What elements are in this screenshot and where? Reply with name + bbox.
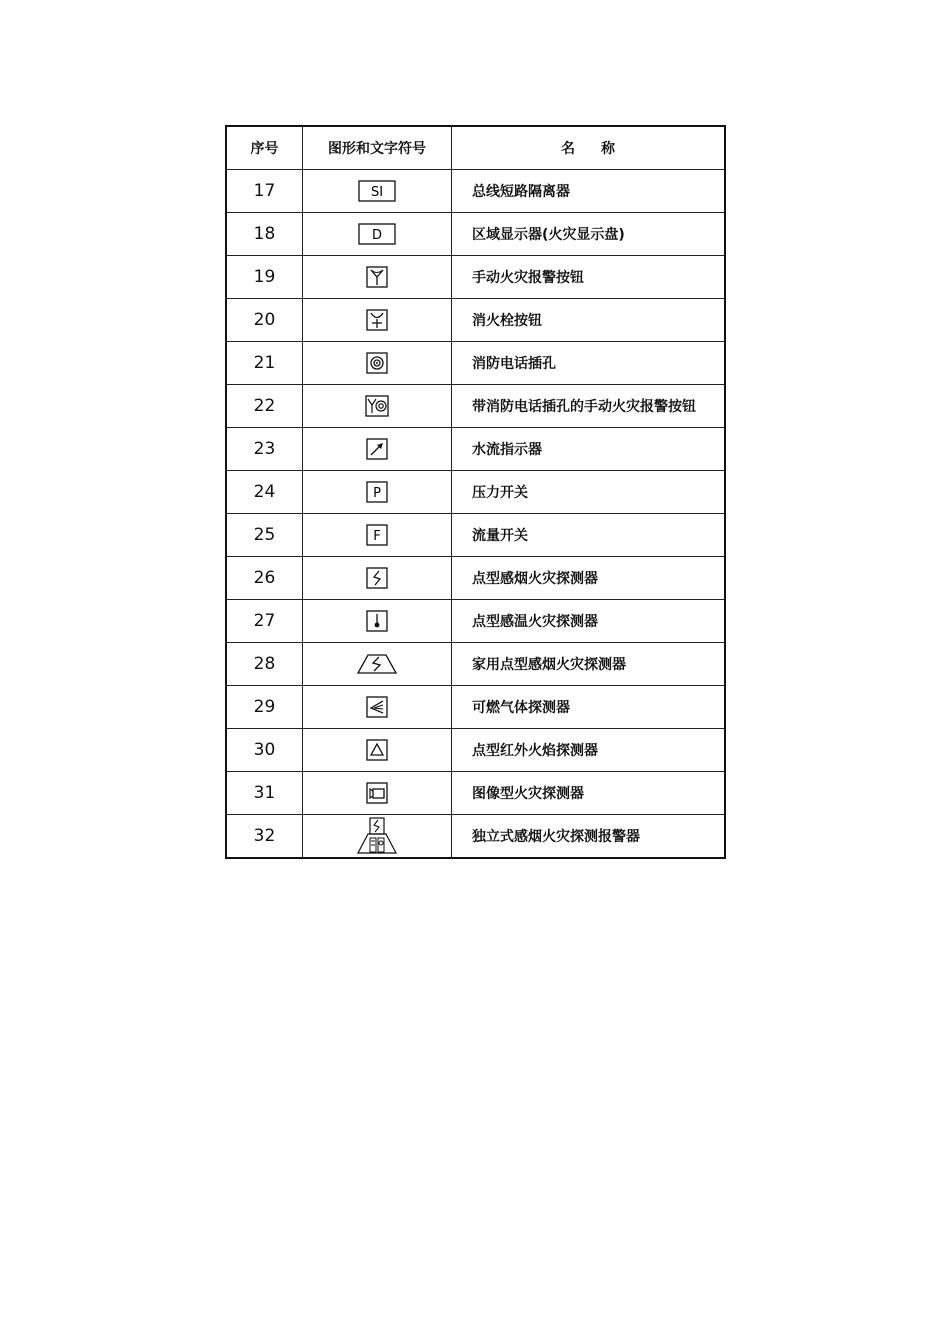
row-name: 带消防电话插孔的手动火灾报警按钮 [452,385,726,428]
row-no: 27 [226,600,303,643]
smoke-detector-icon [366,567,388,589]
p-box-icon [366,481,388,503]
svg-text:P: P [373,486,381,501]
row-name: 图像型火灾探测器 [452,772,726,815]
row-symbol [303,557,452,600]
row-no: 25 [226,514,303,557]
table-row [226,342,725,385]
table-row [226,256,725,299]
standalone-smoke-alarm-icon [356,817,398,855]
header-name [452,126,726,170]
symbol-legend-sheet [225,125,726,859]
header-name-b: 称 [601,141,615,157]
symbol-legend-table [225,125,726,859]
row-symbol [303,686,452,729]
row-name: 独立式感烟火灾探测报警器 [452,815,726,859]
row-name: 可燃气体探测器 [452,686,726,729]
row-symbol [303,342,452,385]
header-symbol: 图形和文字符号 [303,126,452,170]
row-name: 消火栓按钮 [452,299,726,342]
row-no: 30 [226,729,303,772]
row-symbol [303,385,452,428]
row-symbol [303,729,452,772]
heat-detector-icon [366,610,388,632]
row-name: 消防电话插孔 [452,342,726,385]
row-symbol [303,514,452,557]
table-row [226,428,725,471]
phone-jack-icon [366,352,388,374]
row-symbol [303,428,452,471]
row-name: 水流指示器 [452,428,726,471]
row-symbol [303,600,452,643]
row-symbol [303,471,452,514]
svg-text:SI: SI [370,185,384,200]
alarm-button-with-jack-icon [365,395,389,417]
row-no: 28 [226,643,303,686]
table-header-row [226,126,725,170]
row-name: 点型感温火灾探测器 [452,600,726,643]
row-no: 24 [226,471,303,514]
row-name: 点型感烟火灾探测器 [452,557,726,600]
row-symbol [303,256,452,299]
row-no: 20 [226,299,303,342]
row-no: 23 [226,428,303,471]
row-name: 压力开关 [452,471,726,514]
table-row [226,299,725,342]
row-symbol [303,643,452,686]
table-row [226,557,725,600]
table-row [226,686,725,729]
row-no: 26 [226,557,303,600]
manual-alarm-button-icon [366,266,388,288]
row-no: 18 [226,213,303,256]
table-row [226,213,725,256]
header-no: 序号 [226,126,303,170]
table-row [226,643,725,686]
row-no: 29 [226,686,303,729]
table-row [226,471,725,514]
table-row [226,514,725,557]
home-smoke-detector-icon [356,652,398,676]
row-symbol [303,299,452,342]
row-no: 31 [226,772,303,815]
row-symbol [303,815,452,859]
row-symbol [303,170,452,213]
gas-detector-icon [366,696,388,718]
row-name: 流量开关 [452,514,726,557]
image-fire-detector-icon [366,782,388,804]
table-row [226,815,725,859]
row-name: 总线短路隔离器 [452,170,726,213]
row-name: 区域显示器(火灾显示盘) [452,213,726,256]
table-row [226,170,725,213]
row-name: 家用点型感烟火灾探测器 [452,643,726,686]
d-box-icon [358,223,396,245]
svg-text:F: F [373,529,381,544]
svg-text:D: D [371,228,383,243]
row-no: 21 [226,342,303,385]
row-no: 17 [226,170,303,213]
header-name-a: 名 [561,141,575,157]
infrared-flame-detector-icon [366,739,388,761]
f-box-icon [366,524,388,546]
row-no: 22 [226,385,303,428]
water-flow-indicator-icon [366,438,388,460]
row-name: 手动火灾报警按钮 [452,256,726,299]
row-name: 点型红外火焰探测器 [452,729,726,772]
table-row [226,772,725,815]
row-no: 19 [226,256,303,299]
hydrant-button-icon [366,309,388,331]
table-row [226,729,725,772]
row-symbol [303,772,452,815]
row-symbol [303,213,452,256]
table-row [226,600,725,643]
table-row [226,385,725,428]
si-box-icon [358,180,396,202]
row-no: 32 [226,815,303,859]
